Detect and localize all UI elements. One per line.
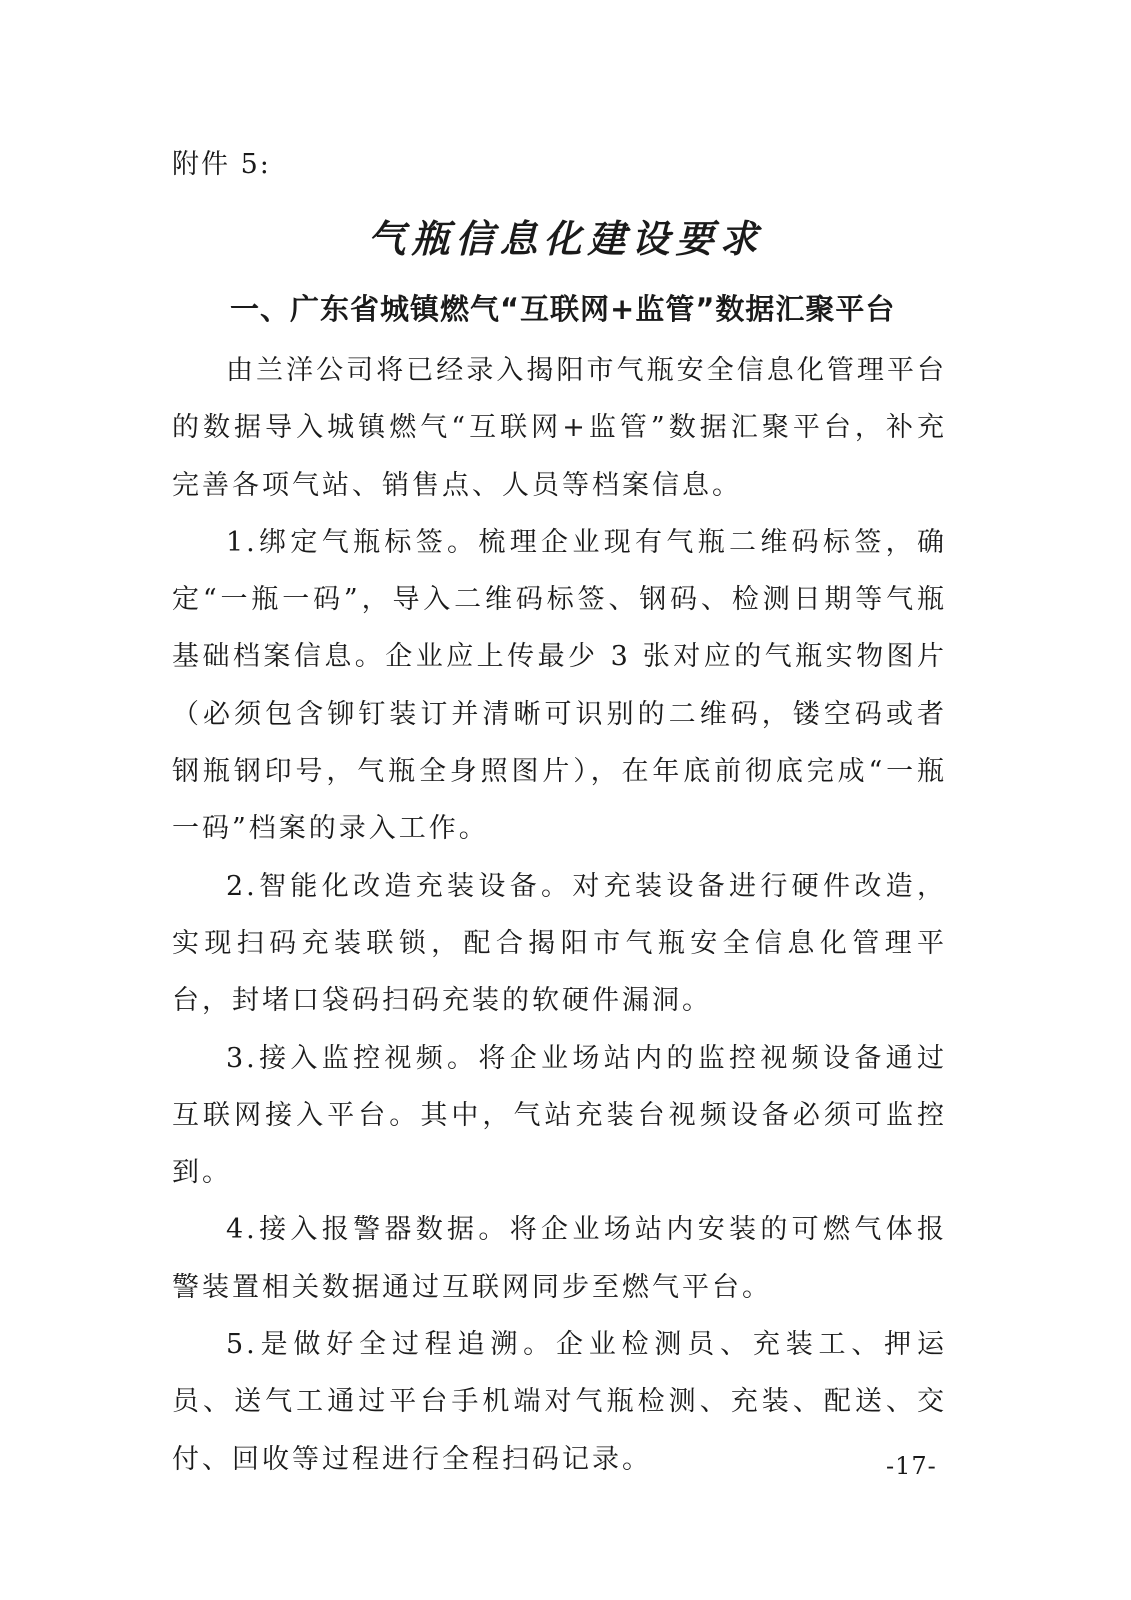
paragraph-item-2: 2.智能化改造充装设备。对充装设备进行硬件改造，实现扫码充装联锁，配合揭阳市气瓶安全信息化管理平台，封堵口袋码扫码充装的软硬件漏洞。 (172, 870, 947, 1017)
section-heading: 一、广东省城镇燃气“互联网+监管”数据汇聚平台 (230, 292, 896, 326)
paragraph-item-1: 1.绑定气瓶标签。梳理企业现有气瓶二维码标签，确定“一瓶一码”，导入二维码标签、钢码、检测日期等气瓶基础档案信息。企业应上传最少 3 张对应的气瓶实物图片（必须包含铆钉装订并清晰可识别的二维码，镂空码或者钢瓶钢印号，气瓶全身照图片），在年底前彻底完成“一瓶一码”档案的录入工作。 (172, 526, 947, 845)
document-title: 气瓶信息化建设要求 (367, 216, 764, 261)
attachment-label: 附件 5: (172, 149, 271, 180)
paragraph-intro: 由兰洋公司将已经录入揭阳市气瓶安全信息化管理平台的数据导入城镇燃气“互联网+监管”数据汇聚平台，补充完善各项气站、销售点、人员等档案信息。 (172, 355, 947, 501)
body-text (172, 342, 947, 1488)
page-number: -17- (886, 1452, 937, 1480)
paragraph-item-3: 3.接入监控视频。将企业场站内的监控视频设备通过互联网接入平台。其中，气站充装台视频设备必须可监控到。 (172, 1042, 947, 1189)
paragraph-item-4: 4.接入报警器数据。将企业场站内安装的可燃气体报警装置相关数据通过互联网同步至燃气平台。 (172, 1214, 947, 1303)
paragraph-item-5: 5.是做好全过程追溯。企业检测员、充装工、押运员、送气工通过平台手机端对气瓶检测、充装、配送、交付、回收等过程进行全程扫码记录。 (172, 1329, 947, 1475)
